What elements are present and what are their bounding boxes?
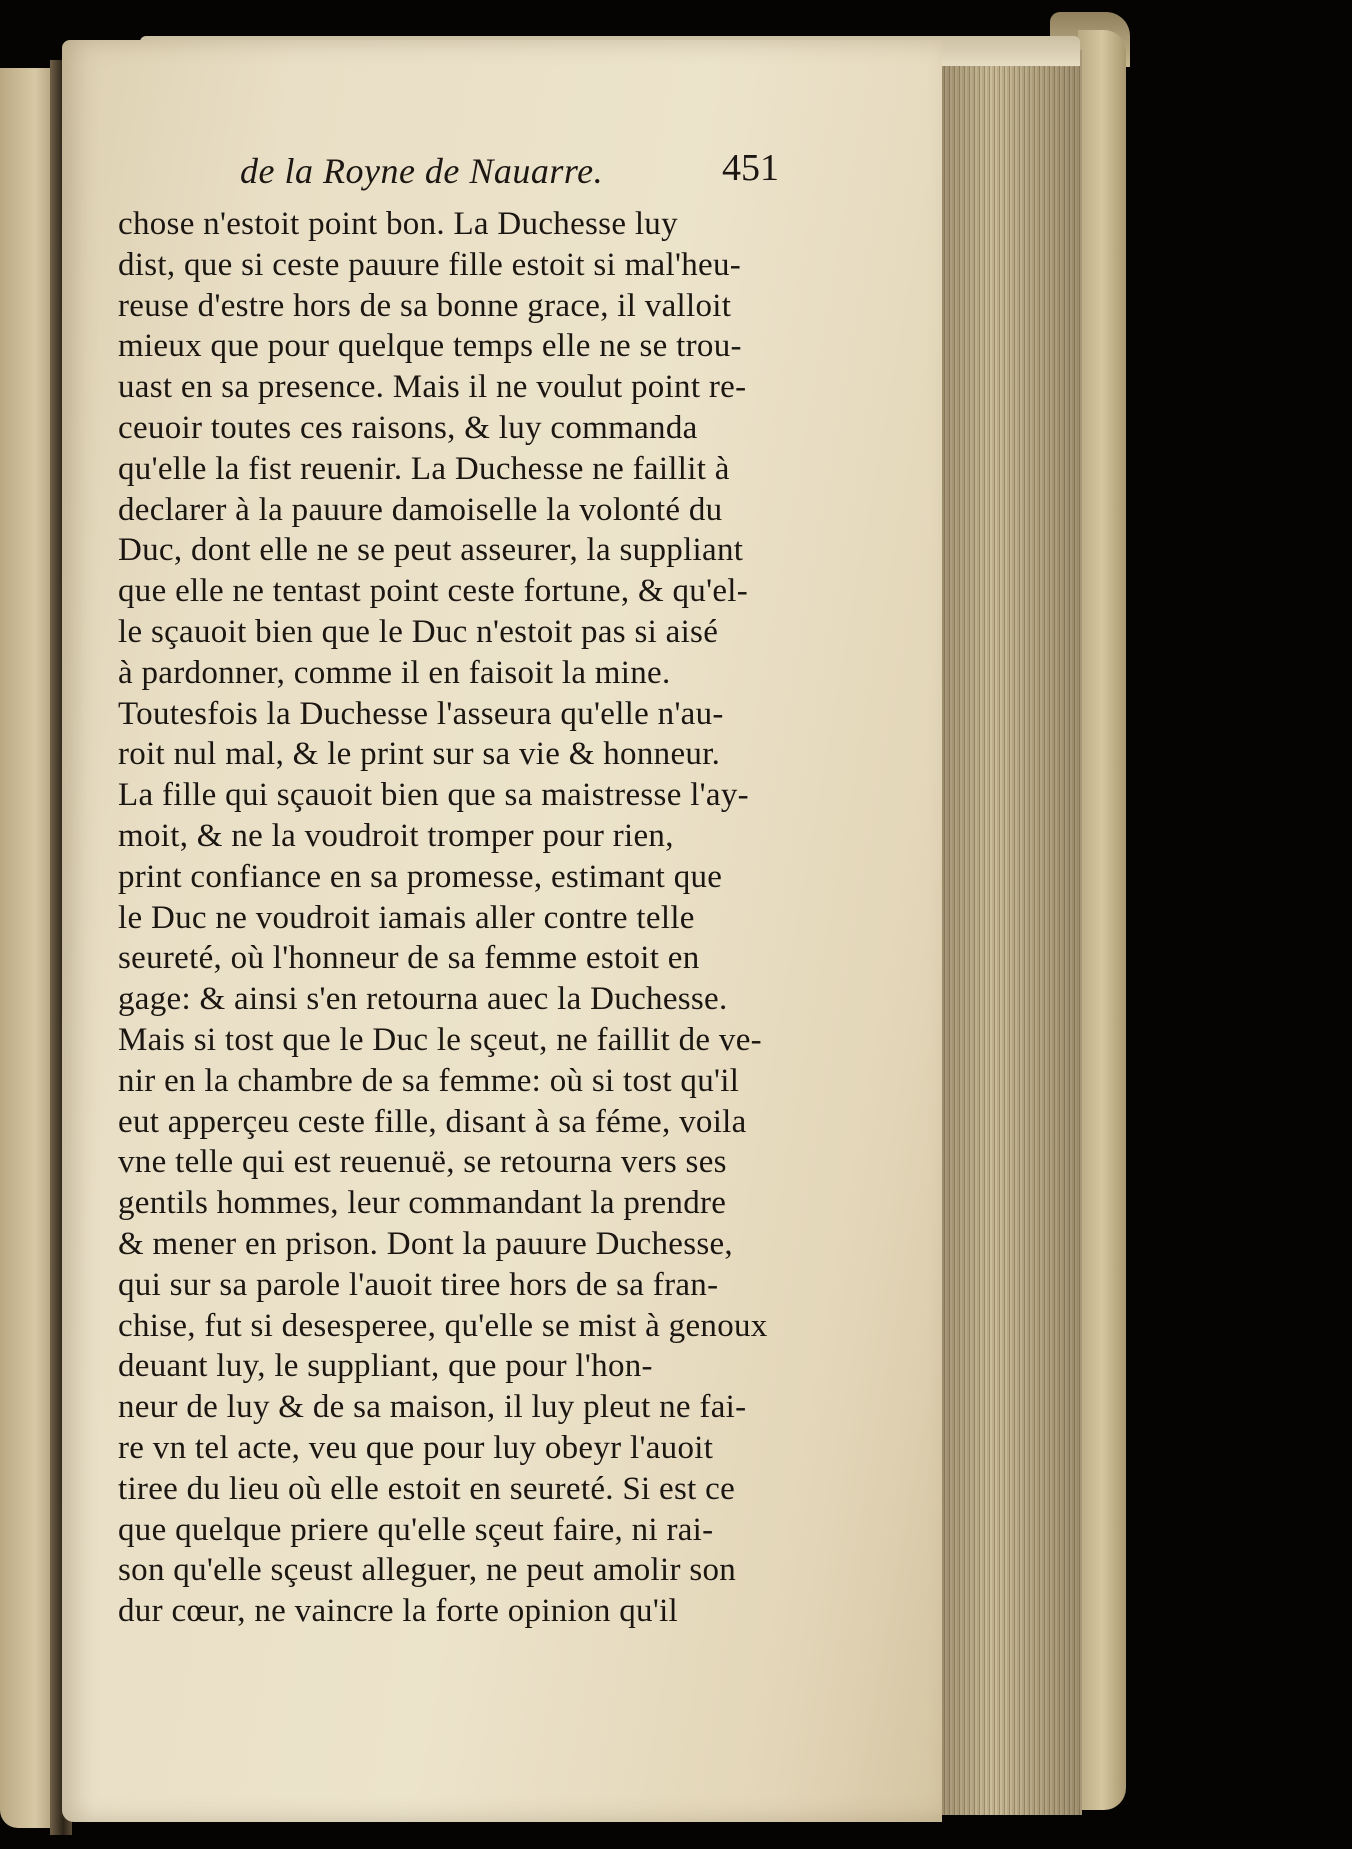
text-line: gage: & ainsi s'en retourna auec la Duchesse.: [118, 981, 728, 1018]
text-line: seureté, où l'honneur de sa femme estoit en: [118, 940, 700, 977]
text-line: deuant luy, le suppliant, que pour l'hon-: [118, 1348, 653, 1385]
text-line: La fille qui sçauoit bien que sa maistresse l'ay-: [118, 777, 749, 814]
text-line: gentils hommes, leur commandant la prendre: [118, 1185, 727, 1222]
text-line: mieux que pour quelque temps elle ne se trou-: [118, 328, 742, 365]
text-line: declarer à la pauure damoiselle la volonté du: [118, 491, 723, 528]
text-line: Duc, dont elle ne se peut asseurer, la suppliant: [118, 532, 744, 569]
text-line: qui sur sa parole l'auoit tiree hors de sa fran-: [118, 1266, 719, 1303]
text-line: qu'elle la fist reuenir. La Duchesse ne faillit à: [118, 450, 730, 487]
text-line: nir en la chambre de sa femme: où si tost qu'il: [118, 1062, 740, 1099]
text-line: moit, & ne la voudroit tromper pour rien,: [118, 817, 674, 854]
text-line: son qu'elle sçeust alleguer, ne peut amolir son: [118, 1552, 737, 1589]
text-line: à pardonner, comme il en faisoit la mine.: [118, 654, 671, 691]
text-line: vne telle qui est reuenuë, se retourna vers ses: [118, 1144, 727, 1181]
text-line: re vn tel acte, veu que pour luy obeyr l'auoit: [118, 1429, 714, 1466]
text-line: Mais si tost que le Duc le sçeut, ne faillit de ve-: [118, 1021, 762, 1058]
text-line: tiree du lieu où elle estoit en seureté. Si est ce: [118, 1470, 736, 1507]
book-cover-edge: [1078, 30, 1126, 1810]
text-line: dist, que si ceste pauure fille estoit si mal'heu-: [118, 246, 742, 283]
text-line: que quelque priere qu'elle sçeut faire, ni rai-: [118, 1511, 714, 1548]
text-line: le Duc ne voudroit iamais aller contre telle: [118, 899, 695, 936]
text-line: eut apperçeu ceste fille, disant à sa féme, voila: [118, 1103, 747, 1140]
text-line: chose n'estoit point bon. La Duchesse luy: [118, 206, 678, 242]
text-line: Toutesfois la Duchesse l'asseura qu'elle n'au-: [118, 695, 724, 732]
text-line: reuse d'estre hors de sa bonne grace, il valloit: [118, 287, 732, 324]
page-stack-shadow: [932, 50, 1082, 1815]
text-body: [118, 204, 838, 1632]
text-line: neur de luy & de sa maison, il luy pleut ne fai-: [118, 1389, 747, 1426]
page-number: 451: [722, 147, 779, 189]
text-line: chise, fut si desesperee, qu'elle se mist à genoux: [118, 1307, 768, 1344]
text-line: que elle ne tentast point ceste fortune, & qu'el-: [118, 573, 749, 610]
text-line: roit nul mal, & le print sur sa vie & honneur.: [118, 736, 721, 773]
running-head: de la Royne de Nauarre.: [240, 151, 604, 191]
text-line: print confiance en sa promesse, estimant que: [118, 858, 723, 895]
text-line: le sçauoit bien que le Duc n'estoit pas si aisé: [118, 613, 719, 650]
text-line: ceuoir toutes ces raisons, & luy commanda: [118, 409, 698, 446]
text-line: uast en sa presence. Mais il ne voulut point re-: [118, 369, 747, 406]
text-line: dur cœur, ne vaincre la forte opinion qu'il: [118, 1593, 679, 1630]
text-line: & mener en prison. Dont la pauure Duchesse,: [118, 1225, 733, 1262]
